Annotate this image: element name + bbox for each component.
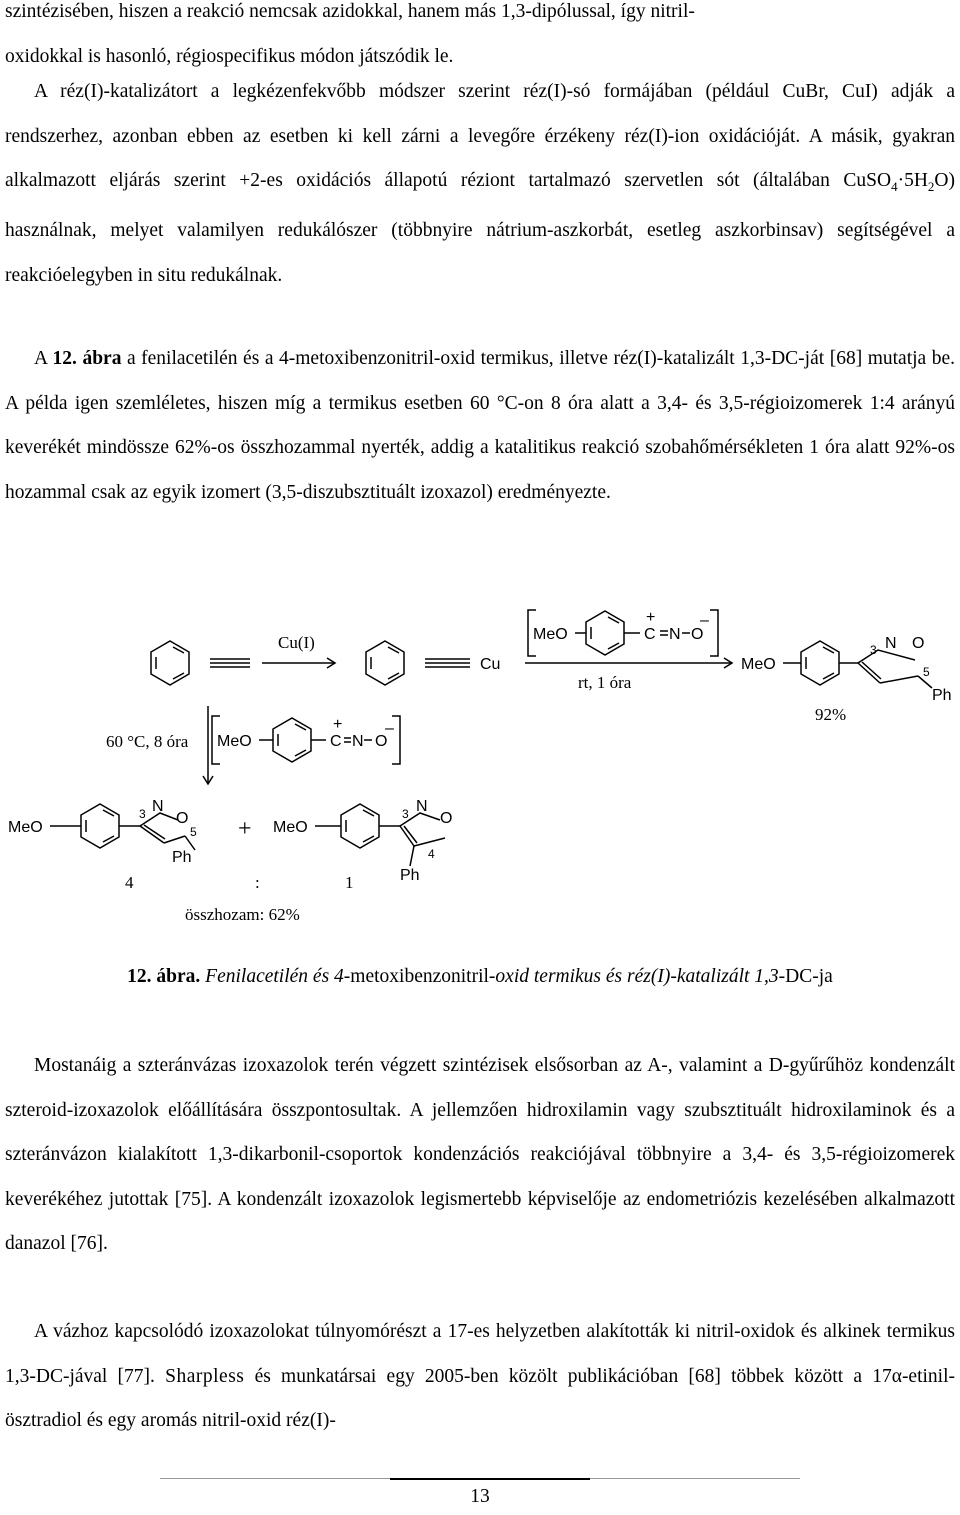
label-35-pos5: 5: [190, 825, 197, 839]
label-ratio-4: 4: [125, 873, 134, 892]
label-meo-34: MeO: [273, 819, 308, 836]
label-plus: +: [238, 816, 252, 842]
label-plus-thermal: +: [333, 716, 343, 733]
label-34-pos4: 4: [428, 847, 435, 861]
label-34-pos3: 3: [402, 807, 409, 821]
author-name: Sharpless: [165, 1365, 245, 1387]
paragraph-continuation: [5, 0, 955, 79]
label-o: O: [691, 626, 704, 643]
label-ratio-colon: :: [255, 873, 260, 892]
label-rt: rt, 1 óra: [578, 673, 632, 692]
label-plus-charge: +: [646, 609, 656, 626]
figure-caption: 12. ábra. Fenilacetilén és 4-metoxibenzonitril-oxid termikus és réz(I)-katalizált 1,3-DC-ja: [127, 966, 833, 987]
paragraph-figure-reference: A 12. ábra a fenilacetilén és a 4-metoxibenzonitril-oxid termikus, illetve réz(I)-katalizált 1,3-DC-ját [68] mutatja be. A példa igen szemléletes, hiszen míg a termikus esetben 60 °C-on 8 óra alatt a 3,4- és 3,5-régioizomerek 1:4 arányú keverékét mindössze 62%-os összhozammal nyerték, addig a katalitikus reakció szobahőmérsékleten 1 óra alatt 92%-os hozammal csak az egyik izomert (3,5-diszubsztituált izoxazol) eredményezte.: [5, 348, 955, 503]
figure-ref: 12. ábra: [52, 348, 122, 369]
label-n-thermal: N: [352, 733, 364, 750]
label-35-n: N: [152, 798, 164, 815]
label-cu: Cu: [480, 656, 501, 673]
label-meo-top: MeO: [533, 626, 568, 643]
label-meo-thermal: MeO: [217, 733, 252, 750]
label-pos3: 3: [870, 643, 877, 657]
text-line: szintézisében, hiszen a reakció nemcsak azidokkal, hanem más 1,3-dipólussal, így nitril-: [5, 1, 695, 22]
label-35-ph: Ph: [172, 849, 192, 866]
label-cu-i: Cu(I): [278, 633, 315, 652]
label-n-ring: N: [885, 635, 897, 652]
label-o-thermal: O: [375, 733, 388, 750]
label-35-o: O: [176, 810, 189, 827]
page-number: 13: [470, 1486, 490, 1507]
label-35-pos3: 3: [139, 807, 146, 821]
paragraph-nitrile-oxides: A vázhoz kapcsolódó izoxazolokat túlnyomórészt a 17-es helyzetben alakították ki nitril-oxidok és alkinek termikus 1,3-DC-jával [77]. Sharpless és munkatársai egy 2005-ben közölt publikációban [68] többek között a 17α-etinil-ösztradiol és egy aromás nitril-oxid réz(I)-: [5, 1321, 956, 1431]
footer-rule-bold: [390, 1478, 590, 1480]
label-total-yield: összhozam: 62%: [185, 905, 300, 924]
reaction-scheme: [0, 588, 960, 948]
label-ph: Ph: [932, 687, 952, 704]
label-c: C: [644, 626, 656, 643]
paragraph-copper-catalyst: A réz(I)-katalizátort a legkézenfekvőbb módszer szerint réz(I)-só formájában (például CuBr, CuI) adják a rendszerhez, azonban ebben az esetben ki kell zárni a levegőre érzékeny réz(I)-ion oxidációját. A másik, gyakran alkalmazott eljárás szerint +2-es oxidációs állapotú réziont tartalmazó szervetlen sót (általában $CuSO_4\cdot 5H_2O$) használnak, melyet valamilyen redukálószer (többnyire nátrium-aszkorbát, esetleg aszkorbinsav) segítségével a reakcióelegyben in situ redukálnak.: [5, 81, 955, 286]
label-o-ring: O: [912, 635, 925, 652]
label-yield-92: 92%: [815, 705, 847, 724]
label-meo-product: MeO: [741, 656, 776, 673]
text-line: oxidokkal is hasonló, régiospecifikus módon játszódik le.: [5, 45, 454, 67]
label-thermal: 60 °C, 8 óra: [106, 732, 189, 751]
label-34-ph: Ph: [400, 867, 420, 884]
label-pos5: 5: [923, 665, 930, 679]
label-ratio-1: 1: [345, 873, 354, 892]
paragraph-steroid-isoxazoles: Mostanáig a szteránvázas izoxazolok terén végzett szintézisek elsősorban az A-, valamint a D-gyűrűhöz kondenzált szteroid-izoxazolok előállítására összpontosultak. A jellemzően hidroxilamin vagy szubsztituált hidroxilaminok és a szteránvázon kialakított 1,3-dikarbonil-csoportok kondenzációs reakciójával többnyire a 3,4- és 3,5-régioizomerek keverékéhez jutottak [75]. A kondenzált izoxazolok legismertebb képviselője az endometriózis kezelésében alkalmazott danazol [76].: [5, 1055, 955, 1254]
label-34-o: O: [440, 810, 453, 827]
label-c-thermal: C: [330, 733, 342, 750]
label-meo-35: MeO: [8, 819, 43, 836]
label-34-n: N: [416, 798, 428, 815]
label-n: N: [669, 626, 681, 643]
label-minus-thermal: –: [385, 720, 394, 737]
label-minus-charge: –: [700, 612, 709, 629]
